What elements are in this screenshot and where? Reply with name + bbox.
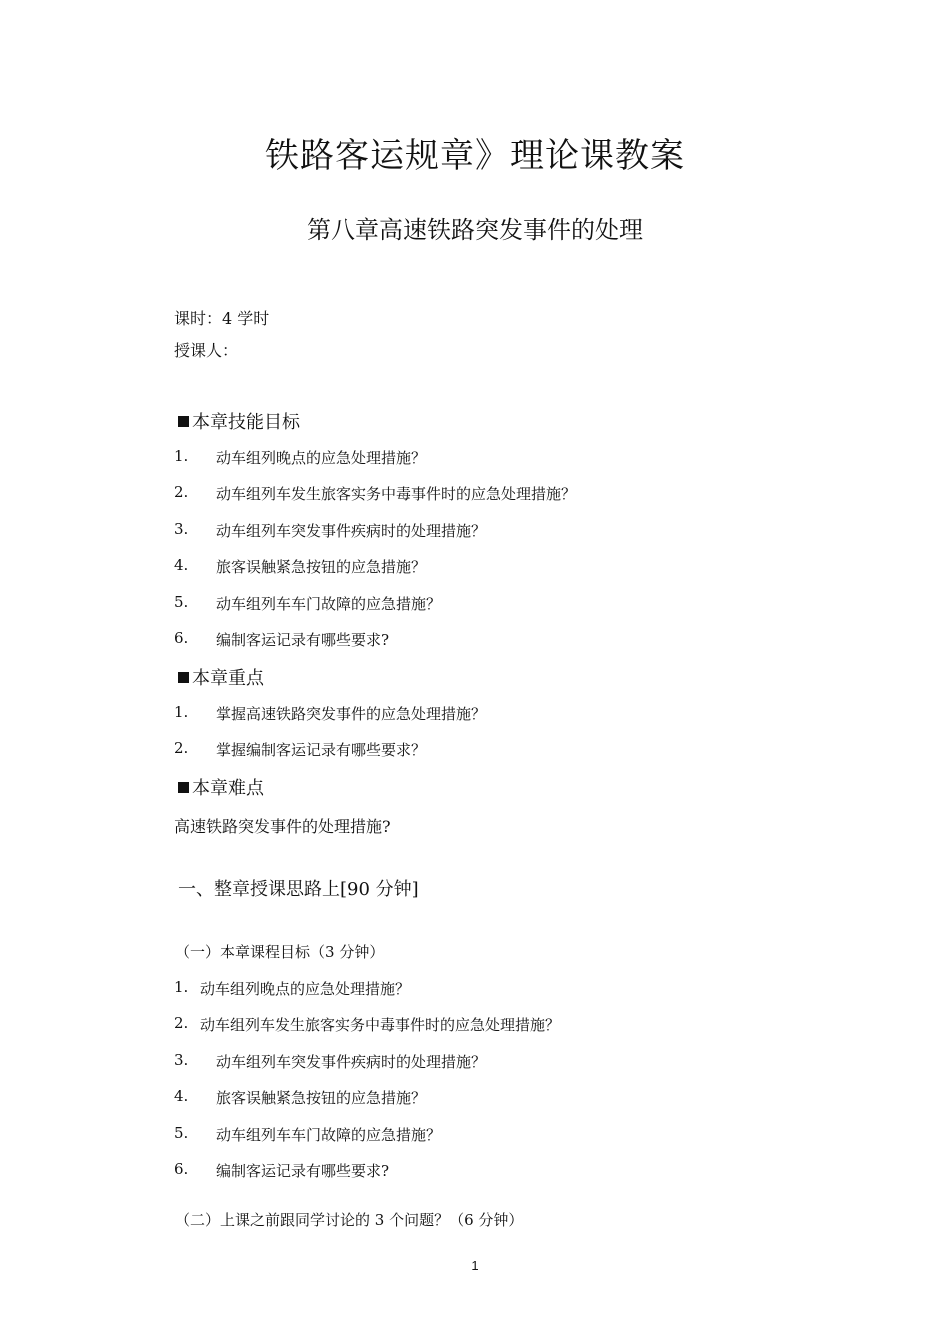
goal-item-2-num: 2.	[174, 1014, 189, 1032]
goal-item-1-num: 1.	[174, 978, 189, 996]
focus-item-1-num: 1.	[174, 703, 189, 721]
goal-item-2: 动车组列车发生旅客实务中毒事件时的应急处理措施？	[200, 1016, 561, 1034]
course-goal-heading: （一）本章课程目标（3 分钟）	[175, 943, 385, 961]
skills-item-2: 动车组列车发生旅客实务中毒事件时的应急处理措施？	[216, 485, 577, 503]
focus-item-2-num: 2.	[174, 739, 189, 757]
goal-item-3-num: 3.	[174, 1051, 189, 1069]
skills-item-1-num: 1.	[174, 447, 189, 465]
skills-heading	[178, 408, 300, 434]
difficulty-text: 高速铁路突发事件的处理措施?	[174, 817, 391, 836]
goal-item-6-num: 6.	[174, 1160, 189, 1178]
skills-item-6: 编制客运记录有哪些要求?	[216, 631, 390, 649]
goal-item-5: 动车组列车车门故障的应急措施？	[216, 1126, 442, 1144]
goal-item-6: 编制客运记录有哪些要求?	[216, 1162, 390, 1180]
square-bullet-icon	[178, 672, 189, 683]
skills-item-5-num: 5.	[174, 593, 189, 611]
focus-heading-text: 本章重点	[192, 668, 264, 689]
skills-heading-text: 本章技能目标	[192, 412, 300, 433]
document-title: 铁路客运规章》理论课教案	[265, 136, 685, 176]
focus-item-2: 掌握编制客运记录有哪些要求？	[216, 741, 427, 759]
difficulty-heading	[178, 774, 264, 800]
skills-item-3-num: 3.	[174, 520, 189, 538]
class-hours: 课时：4 学时	[174, 309, 270, 328]
teacher-label: 授课人：	[174, 341, 239, 360]
goal-item-4-num: 4.	[174, 1087, 189, 1105]
goal-item-1: 动车组列晚点的应急处理措施？	[200, 980, 411, 998]
goal-item-3: 动车组列车突发事件疾病时的处理措施？	[216, 1053, 487, 1071]
goal-item-5-num: 5.	[174, 1124, 189, 1142]
skills-item-6-num: 6.	[174, 629, 189, 647]
difficulty-heading-text: 本章难点	[192, 778, 264, 799]
discussion-heading: （二）上课之前跟同学讨论的 3 个问题？（6 分钟）	[175, 1211, 524, 1229]
skills-item-3: 动车组列车突发事件疾病时的处理措施？	[216, 522, 487, 540]
skills-item-4: 旅客误触紧急按钮的应急措施？	[216, 558, 427, 576]
section-one-heading: 一、整章授课思路上[90 分钟]	[178, 879, 419, 900]
square-bullet-icon	[178, 416, 189, 427]
chapter-title: 第八章高速铁路突发事件的处理	[307, 216, 643, 244]
focus-item-1: 掌握高速铁路突发事件的应急处理措施？	[216, 705, 487, 723]
skills-item-4-num: 4.	[174, 556, 189, 574]
skills-item-1: 动车组列晚点的应急处理措施？	[216, 449, 427, 467]
goal-item-4: 旅客误触紧急按钮的应急措施？	[216, 1089, 427, 1107]
skills-item-5: 动车组列车车门故障的应急措施？	[216, 595, 442, 613]
skills-item-2-num: 2.	[174, 483, 189, 501]
page-number: 1	[471, 1258, 479, 1273]
square-bullet-icon	[178, 782, 189, 793]
focus-heading	[178, 664, 264, 690]
